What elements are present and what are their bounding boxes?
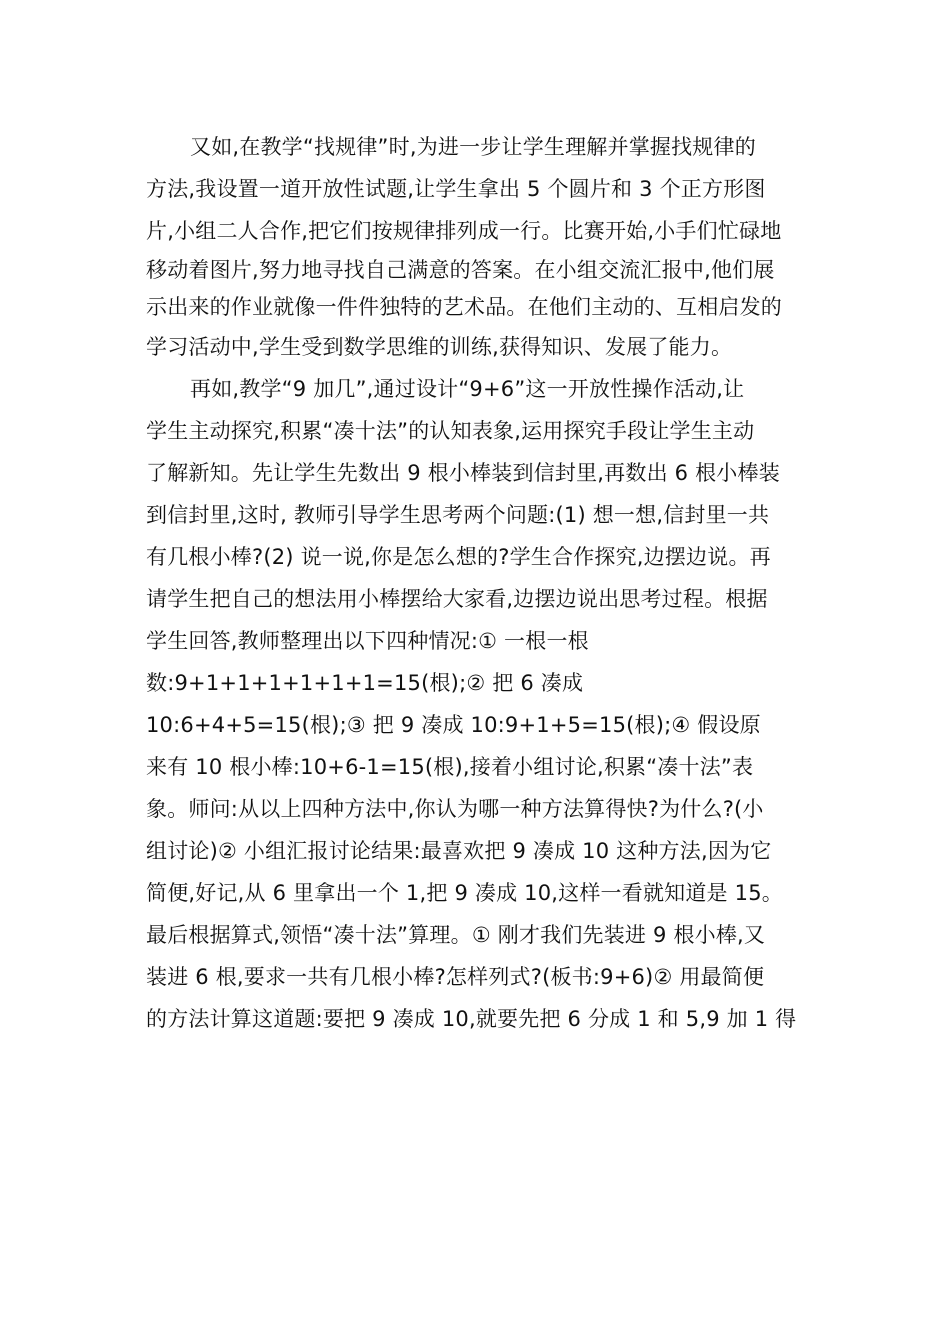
paragraph-2-line-3: 了解新知。先让学生先数出 9 根小棒装到信封里,再数出 6 根小棒装 — [146, 461, 780, 485]
paragraph-2-line-14: 最后根据算式,领悟“凑十法”算理。① 刚才我们先装进 9 根小棒,又 — [146, 923, 766, 947]
paragraph-2-line-12: 组讨论)② 小组汇报讨论结果:最喜欢把 9 凑成 10 这种方法,因为它 — [146, 839, 772, 863]
body-text — [146, 126, 816, 1040]
paragraph-2-line-16: 的方法计算这道题:要把 9 凑成 10,就要先把 6 分成 1 和 5,9 加 1 得 — [146, 1007, 797, 1031]
paragraph-2-line-11: 象。师问:从以上四种方法中,你认为哪一种方法算得快?为什么?(小 — [146, 797, 764, 821]
paragraph-2-line-13: 简便,好记,从 6 里拿出一个 1,把 9 凑成 10,这样一看就知道是 15。 — [146, 881, 783, 905]
paragraph-2-line-8: 数:9+1+1+1+1+1+1=15(根);② 把 6 凑成 — [146, 671, 584, 695]
paragraph-2-line-2: 学生主动探究,积累“凑十法”的认知表象,运用探究手段让学生主动 — [146, 419, 755, 443]
paragraph-2-line-7: 学生回答,教师整理出以下四种情况:① 一根一根 — [146, 629, 589, 653]
paragraph-2-line-4: 到信封里,这时, 教师引导学生思考两个问题:(1) 想一想,信封里一共 — [146, 503, 770, 527]
paragraph-1-line-2: 方法,我设置一道开放性试题,让学生拿出 5 个圆片和 3 个正方形图 — [146, 177, 766, 201]
paragraph-2-line-6: 请学生把自己的想法用小棒摆给大家看,边摆边说出思考过程。根据 — [146, 587, 768, 611]
paragraph-2-line-10: 来有 10 根小棒:10+6-1=15(根),接着小组讨论,积累“凑十法”表 — [146, 755, 754, 779]
paragraph-1-line-4: 移动着图片,努力地寻找自己满意的答案。在小组交流汇报中,他们展 — [146, 258, 775, 282]
paragraph-2-line-1: 再如,教学“9 加几”,通过设计“9+6”这一开放性操作活动,让 — [190, 377, 745, 401]
paragraph-2-line-5: 有几根小棒?(2) 说一说,你是怎么想的?学生合作探究,边摆边说。再 — [146, 545, 771, 569]
paragraph-1-line-6: 学习活动中,学生受到数学思维的训练,获得知识、发展了能力。 — [146, 335, 733, 359]
paragraph-1-line-3: 片,小组二人合作,把它们按规律排列成一行。比赛开始,小手们忙碌地 — [146, 219, 782, 243]
paragraph-1-line-1: 又如,在教学“找规律”时,为进一步让学生理解并掌握找规律的 — [190, 135, 756, 159]
paragraph-1-line-5: 示出来的作业就像一件件独特的艺术品。在他们主动的、互相启发的 — [146, 295, 782, 319]
paragraph-2-line-9: 10:6+4+5=15(根);③ 把 9 凑成 10:9+1+5=15(根);④ 假设原 — [146, 713, 761, 737]
paragraph-2-line-15: 装进 6 根,要求一共有几根小棒?怎样列式?(板书:9+6)② 用最简便 — [146, 965, 765, 989]
